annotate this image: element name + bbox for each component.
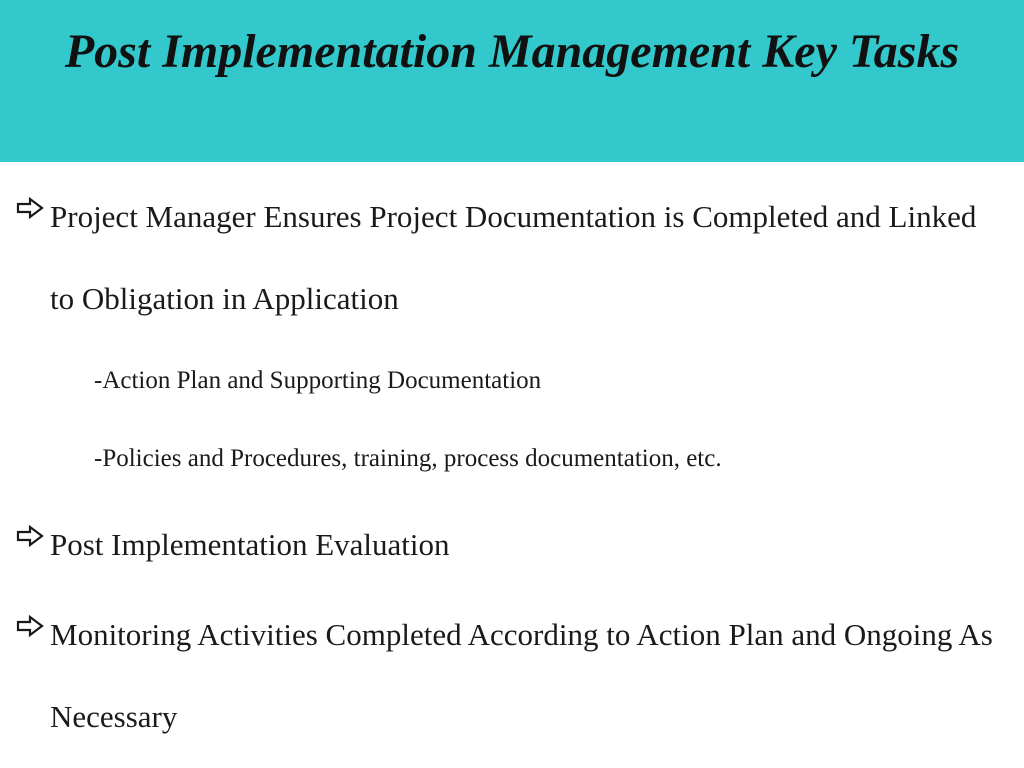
sub-item: -Action Plan and Supporting Documentation [94, 367, 542, 394]
hollow-arrow-right-icon [16, 615, 44, 637]
bullet-item [16, 504, 1006, 586]
hollow-arrow-right-icon [16, 525, 44, 547]
bullet-text: Monitoring Activities Completed According to Action Plan and Ongoing As Necessary [50, 617, 993, 734]
bullet-item [16, 594, 1006, 758]
bullet-item [16, 176, 1006, 340]
title-bar [0, 0, 1024, 162]
slide-title: Post Implementation Management Key Tasks [64, 25, 960, 78]
bullet-text: Project Manager Ensures Project Documentation is Completed and Linked to Obligation in Application [50, 199, 977, 316]
bullet-text: Post Implementation Evaluation [50, 527, 450, 562]
hollow-arrow-right-icon [16, 197, 44, 219]
sub-item: -Policies and Procedures, training, process documentation, etc. [94, 445, 722, 472]
